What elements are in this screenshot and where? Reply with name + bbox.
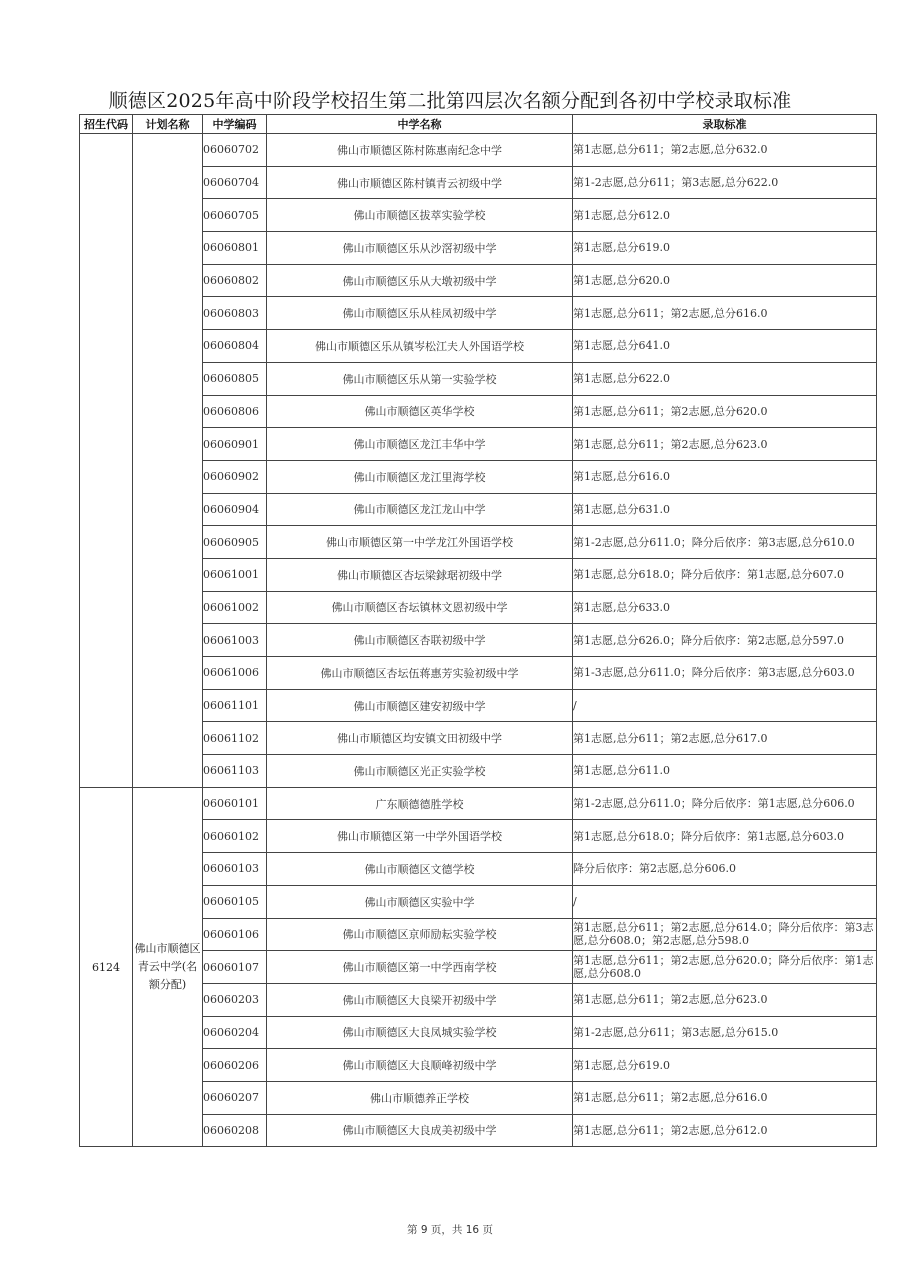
admission-standard-cell: 第1志愿,总分619.0: [573, 1049, 877, 1082]
school-name-cell: 佛山市顺德区光正实验学校: [267, 755, 573, 788]
school-code-cell: 06060106: [203, 918, 267, 951]
school-name-cell: 佛山市顺德区实验中学: [267, 885, 573, 918]
school-code-cell: 06060905: [203, 526, 267, 559]
plan-code-cell: [80, 134, 133, 788]
school-code-cell: 06060902: [203, 460, 267, 493]
school-name-cell: 佛山市顺德区大良凤城实验学校: [267, 1016, 573, 1049]
admission-standard-cell: /: [573, 689, 877, 722]
header-admission-standard: 录取标准: [573, 115, 877, 134]
school-code-cell: 06060802: [203, 264, 267, 297]
school-code-cell: 06060806: [203, 395, 267, 428]
plan-code-cell: 6124: [80, 787, 133, 1147]
school-code-cell: 06060102: [203, 820, 267, 853]
school-code-cell: 06060705: [203, 199, 267, 232]
admission-standard-cell: 第1志愿,总分626.0；降分后依序：第2志愿,总分597.0: [573, 624, 877, 657]
header-plan-name: 计划名称: [133, 115, 203, 134]
admission-standard-cell: 第1志愿,总分620.0: [573, 264, 877, 297]
plan-name-cell: 佛山市顺德区青云中学(名额分配): [133, 787, 203, 1147]
school-name-cell: 佛山市顺德区乐从第一实验学校: [267, 362, 573, 395]
school-name-cell: 佛山市顺德区龙江里海学校: [267, 460, 573, 493]
school-code-cell: 06060107: [203, 951, 267, 984]
school-name-cell: 佛山市顺德区英华学校: [267, 395, 573, 428]
school-name-cell: 佛山市顺德区乐从沙滘初级中学: [267, 232, 573, 265]
school-name-cell: 佛山市顺德区陈村镇青云初级中学: [267, 166, 573, 199]
admission-standard-cell: 第1志愿,总分611.0: [573, 755, 877, 788]
school-name-cell: 佛山市顺德区杏坛梁銶琚初级中学: [267, 558, 573, 591]
school-code-cell: 06060101: [203, 787, 267, 820]
school-name-cell: 佛山市顺德区乐从桂凤初级中学: [267, 297, 573, 330]
admission-standard-cell: 第1-3志愿,总分611.0；降分后依序：第3志愿,总分603.0: [573, 657, 877, 690]
plan-name-cell: [133, 134, 203, 788]
school-name-cell: 佛山市顺德区大良梁开初级中学: [267, 983, 573, 1016]
header-school-code: 中学编码: [203, 115, 267, 134]
header-enroll-code: 招生代码: [80, 115, 133, 134]
admission-standard-cell: 第1志愿,总分618.0；降分后依序：第1志愿,总分607.0: [573, 558, 877, 591]
school-name-cell: 佛山市顺德区第一中学龙江外国语学校: [267, 526, 573, 559]
school-name-cell: 佛山市顺德区文德学校: [267, 853, 573, 886]
admission-standard-cell: 第1志愿,总分618.0；降分后依序：第1志愿,总分603.0: [573, 820, 877, 853]
header-school-name: 中学名称: [267, 115, 573, 134]
school-name-cell: 佛山市顺德区拔萃实验学校: [267, 199, 573, 232]
school-code-cell: 06060206: [203, 1049, 267, 1082]
admission-standard-cell: 第1志愿,总分611；第2志愿,总分623.0: [573, 428, 877, 461]
school-name-cell: 佛山市顺德区陈村陈惠南纪念中学: [267, 134, 573, 167]
admission-standard-cell: 第1志愿,总分619.0: [573, 232, 877, 265]
admission-standard-cell: 降分后依序：第2志愿,总分606.0: [573, 853, 877, 886]
school-name-cell: 佛山市顺德区大良顺峰初级中学: [267, 1049, 573, 1082]
school-code-cell: 06060803: [203, 297, 267, 330]
admission-standard-cell: 第1志愿,总分633.0: [573, 591, 877, 624]
school-name-cell: 佛山市顺德区京师励耘实验学校: [267, 918, 573, 951]
school-code-cell: 06060801: [203, 232, 267, 265]
school-code-cell: 06061001: [203, 558, 267, 591]
school-code-cell: 06060901: [203, 428, 267, 461]
school-name-cell: 佛山市顺德区龙江丰华中学: [267, 428, 573, 461]
school-name-cell: 佛山市顺德区第一中学西南学校: [267, 951, 573, 984]
school-code-cell: 06060105: [203, 885, 267, 918]
school-code-cell: 06060704: [203, 166, 267, 199]
admission-standard-cell: 第1志愿,总分641.0: [573, 330, 877, 363]
admission-standard-cell: 第1志愿,总分611；第2志愿,总分616.0: [573, 1081, 877, 1114]
admission-standard-cell: 第1志愿,总分611；第2志愿,总分612.0: [573, 1114, 877, 1147]
admission-standard-cell: 第1志愿,总分611；第2志愿,总分616.0: [573, 297, 877, 330]
school-code-cell: 06060805: [203, 362, 267, 395]
admission-standard-cell: 第1志愿,总分611；第2志愿,总分620.0: [573, 395, 877, 428]
admission-standard-cell: 第1志愿,总分611；第2志愿,总分620.0；降分后依序：第1志愿,总分608.0: [573, 951, 877, 984]
school-code-cell: 06060702: [203, 134, 267, 167]
school-code-cell: 06061101: [203, 689, 267, 722]
admission-standard-cell: 第1志愿,总分611；第2志愿,总分614.0；降分后依序：第3志愿,总分608.0；第2志愿,总分598.0: [573, 918, 877, 951]
school-name-cell: 佛山市顺德区均安镇文田初级中学: [267, 722, 573, 755]
admission-standard-cell: 第1志愿,总分622.0: [573, 362, 877, 395]
page-footer: 第 9 页，共 16 页: [407, 1224, 493, 1236]
school-name-cell: 佛山市顺德区杏坛伍蒋惠芳实验初级中学: [267, 657, 573, 690]
school-name-cell: 佛山市顺德区建安初级中学: [267, 689, 573, 722]
admission-standard-cell: 第1-2志愿,总分611；第3志愿,总分622.0: [573, 166, 877, 199]
admission-standard-cell: 第1志愿,总分631.0: [573, 493, 877, 526]
admission-standard-cell: /: [573, 885, 877, 918]
school-name-cell: 佛山市顺德区龙江龙山中学: [267, 493, 573, 526]
school-name-cell: 佛山市顺德区杏坛镇林文恩初级中学: [267, 591, 573, 624]
school-code-cell: 06060804: [203, 330, 267, 363]
table-header-row: [80, 115, 877, 134]
admission-standard-cell: 第1-2志愿,总分611.0；降分后依序：第3志愿,总分610.0: [573, 526, 877, 559]
admission-standard-cell: 第1志愿,总分611；第2志愿,总分617.0: [573, 722, 877, 755]
school-code-cell: 06060203: [203, 983, 267, 1016]
school-name-cell: 佛山市顺德养正学校: [267, 1081, 573, 1114]
school-code-cell: 06061006: [203, 657, 267, 690]
school-name-cell: 佛山市顺德区杏联初级中学: [267, 624, 573, 657]
admission-standard-cell: 第1志愿,总分611；第2志愿,总分623.0: [573, 983, 877, 1016]
admission-standards-table: [79, 114, 877, 1147]
school-code-cell: 06060207: [203, 1081, 267, 1114]
school-name-cell: 佛山市顺德区大良成美初级中学: [267, 1114, 573, 1147]
school-code-cell: 06061103: [203, 755, 267, 788]
school-code-cell: 06061102: [203, 722, 267, 755]
school-name-cell: 广东顺德德胜学校: [267, 787, 573, 820]
document-title: 顺德区2025年高中阶段学校招生第二批第四层次名额分配到各初中学校录取标准: [108, 90, 792, 112]
school-code-cell: 06060904: [203, 493, 267, 526]
admission-standard-cell: 第1志愿,总分611；第2志愿,总分632.0: [573, 134, 877, 167]
school-code-cell: 06060204: [203, 1016, 267, 1049]
admission-standard-cell: 第1志愿,总分612.0: [573, 199, 877, 232]
admission-standard-cell: 第1志愿,总分616.0: [573, 460, 877, 493]
school-code-cell: 06061002: [203, 591, 267, 624]
school-code-cell: 06060208: [203, 1114, 267, 1147]
school-code-cell: 06060103: [203, 853, 267, 886]
school-code-cell: 06061003: [203, 624, 267, 657]
admission-standard-cell: 第1-2志愿,总分611；第3志愿,总分615.0: [573, 1016, 877, 1049]
school-name-cell: 佛山市顺德区第一中学外国语学校: [267, 820, 573, 853]
school-name-cell: 佛山市顺德区乐从镇岑松江夫人外国语学校: [267, 330, 573, 363]
admission-standard-cell: 第1-2志愿,总分611.0；降分后依序：第1志愿,总分606.0: [573, 787, 877, 820]
table-row: [80, 134, 877, 167]
school-name-cell: 佛山市顺德区乐从大墩初级中学: [267, 264, 573, 297]
table-row: [80, 787, 877, 820]
